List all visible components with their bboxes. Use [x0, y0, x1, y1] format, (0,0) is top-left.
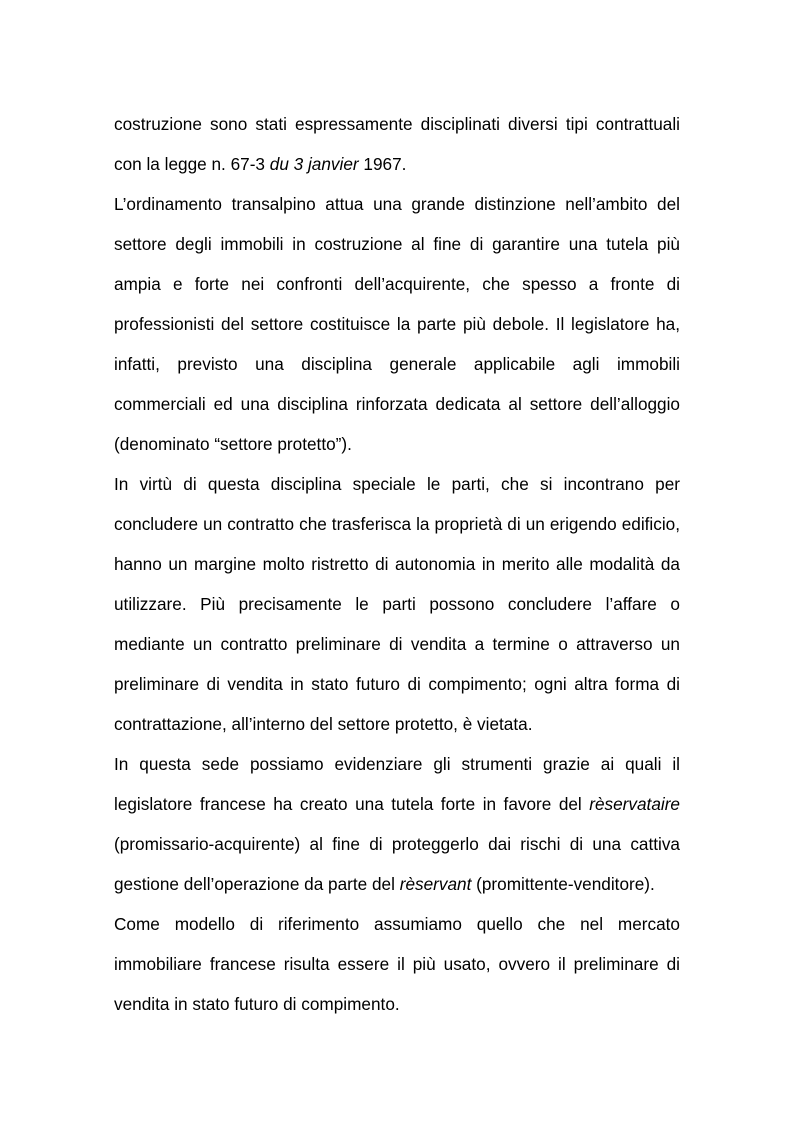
paragraph: [114, 464, 680, 744]
paragraph: [114, 904, 680, 1024]
text-run: 1967.: [358, 154, 407, 174]
paragraph: [114, 744, 680, 904]
paragraph: [114, 184, 680, 464]
text-run-italic: rèservant: [399, 874, 472, 894]
text-run: (promissario-acquirente) al fine di proteggerlo dai rischi di una cattiva gestione dell’operazione da parte del: [114, 834, 680, 894]
text-run-italic: rèservataire: [589, 794, 680, 814]
text-run: In questa sede possiamo evidenziare gli strumenti grazie ai quali il legislatore francese ha creato una tutela forte in favore del: [114, 754, 680, 814]
text-run-italic: du 3 janvier: [269, 154, 359, 174]
text-run: (promittente-venditore).: [471, 874, 655, 894]
text-run: costruzione sono stati espressamente disciplinati diversi tipi contrattuali con la legge n. 67-3: [114, 114, 680, 174]
text-run: Come modello di riferimento assumiamo quello che nel mercato immobiliare francese risulta essere il più usato, ovvero il preliminare di vendita in stato futuro di compimento.: [114, 914, 680, 1014]
body-text: [114, 104, 680, 1024]
text-run: In virtù di questa disciplina speciale le parti, che si incontrano per concludere un contratto che trasferisca la proprietà di un erigendo edificio, hanno un margine molto ristretto di autonomia in merito alle modalità da utilizzare. Più precisamente le parti possono concludere l’affare o mediante un contratto preliminare di vendita a termine o attraverso un preliminare di vendita in stato futuro di compimento; ogni altra forma di contrattazione, all’interno del settore protetto, è vietata.: [114, 474, 680, 734]
paragraph: [114, 104, 680, 184]
text-run: L’ordinamento transalpino attua una grande distinzione nell’ambito del settore degli immobili in costruzione al fine di garantire una tutela più ampia e forte nei confronti dell’acquirente, che spesso a fronte di professionisti del settore costituisce la parte più debole. Il legislatore ha, infatti, previsto una disciplina generale applicabile agli immobili commerciali ed una disciplina rinforzata dedicata al settore dell’alloggio (denominato “settore protetto”).: [114, 194, 680, 454]
